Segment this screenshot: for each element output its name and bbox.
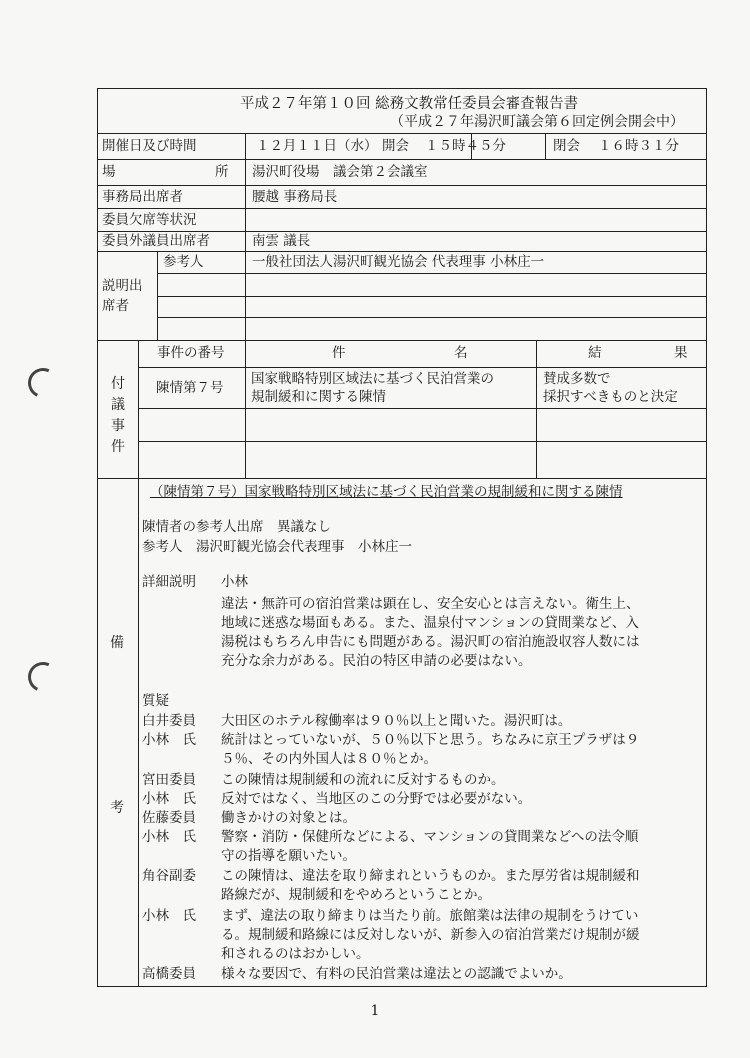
column-divider — [157, 251, 158, 340]
remark-speaker: 白井委員 — [142, 713, 196, 729]
row-divider — [97, 340, 707, 341]
row-divider — [138, 367, 707, 368]
report-subtitle: （平成２７年湯沢町議会第６回定例会開会中） — [390, 114, 684, 130]
row-divider — [97, 231, 707, 232]
place-label-second: 所 — [215, 164, 229, 180]
remark-text: 和されるのはおかしい。 — [221, 946, 370, 962]
remark-speaker: 佐藤委員 — [142, 810, 196, 826]
remark-text: 大田区のホテル稼働率は９０％以上と聞いた。湯沢町は。 — [221, 713, 572, 729]
remark-text: 様々な要因で、有料の民泊営業は違法との認識でよいか。 — [221, 966, 572, 982]
open-time: １５時４５分 — [425, 138, 506, 154]
row-divider — [97, 251, 707, 252]
remark-text: まず、違法の取り締まりは当たり前。旅館業は法律の規制をうけてい — [221, 908, 639, 924]
agenda-col-number: 事件の番号 — [157, 345, 225, 361]
secretariat-value: 腰越 事務局長 — [252, 189, 338, 205]
remark-text: 小林 — [221, 574, 248, 590]
row-divider — [157, 273, 707, 274]
remark-speaker: 小林 氏 — [142, 908, 196, 924]
remark-text: 違法・無許可の宿泊営業は顕在し、安全安心とは言えない。衛生上、 — [221, 596, 640, 612]
remarks-label-second: 考 — [110, 800, 124, 816]
agenda-item-result-line1: 賛成多数で — [543, 371, 611, 387]
explainer-group-label: 説明出席者 — [102, 278, 143, 314]
agenda-item-number: 陳情第７号 — [156, 380, 224, 396]
place-label-first: 場 — [102, 164, 116, 180]
remark-text: 参考人 湯沢町観光協会代表理事 小林庄一 — [142, 539, 412, 555]
meeting-date: １２月１１日（水） — [256, 138, 378, 154]
close-time: １６時３１分 — [598, 138, 679, 154]
remark-text: 充分な余力がある。民泊の特区申請の必要はない。 — [221, 653, 532, 669]
agenda-col-name-a: 件 — [332, 345, 346, 361]
open-label: 開会 — [382, 138, 409, 154]
remark-speaker: 詳細説明 — [142, 574, 196, 590]
remark-text: 反対ではなく、当地区のこの分野では必要がない。 — [221, 791, 532, 807]
remarks-label-first: 備 — [110, 635, 124, 651]
row-divider — [97, 133, 707, 134]
column-divider — [536, 340, 537, 478]
remarks-heading: （陳情第７号）国家戦略特別区域法に基づく民泊営業の規制緩和に関する陳情 — [150, 484, 623, 500]
row-divider — [157, 296, 707, 297]
close-label: 閉会 — [553, 138, 580, 154]
remark-speaker: 高橋委員 — [142, 966, 196, 982]
remark-speaker: 小林 氏 — [142, 732, 196, 748]
remark-text: 統計はとっていないが、５０％以下と思う。ちなみに京王プラザは９ — [221, 732, 640, 748]
remark-text: 陳情者の参考人出席 異議なし — [142, 519, 331, 535]
row-divider — [138, 408, 707, 409]
page-number: 1 — [370, 1003, 380, 1019]
agenda-item-name-line1: 国家戦略特別区域法に基づく民泊営業の — [251, 371, 494, 387]
absence-label: 委員欠席等状況 — [102, 212, 197, 228]
remark-text: ５％、その内外国人は８０％とか。 — [221, 751, 437, 767]
remark-text: この陳情は規制緩和の流れに反対するものか。 — [221, 772, 505, 788]
reference-label: 参考人 — [163, 254, 204, 270]
agenda-col-result-b: 果 — [674, 345, 688, 361]
column-divider — [138, 340, 139, 987]
remark-text: 働きかけの対象とは。 — [221, 810, 356, 826]
secretariat-label: 事務局出席者 — [102, 189, 183, 205]
remark-text: 守の指導を願いたい。 — [221, 848, 356, 864]
remark-speaker: 角谷副委 — [142, 868, 196, 884]
remark-speaker: 小林 氏 — [142, 829, 196, 845]
datetime-label: 開催日及び時間 — [102, 138, 197, 154]
agenda-col-name-b: 名 — [454, 345, 468, 361]
reference-person: 一般社団法人湯沢町観光協会 代表理事 小林庄一 — [252, 254, 545, 270]
other-members-label: 委員外議員出席者 — [102, 233, 210, 249]
agenda-item-result-line2: 採択すべきものと決定 — [543, 389, 678, 405]
agenda-item-name-line2: 規制緩和に関する陳情 — [251, 389, 386, 405]
remark-speaker: 小林 氏 — [142, 791, 196, 807]
punch-hole-mark — [24, 658, 62, 696]
remark-speaker: 宮田委員 — [142, 772, 196, 788]
meeting-place: 湯沢町役場 議会第２会議室 — [252, 164, 428, 180]
remark-text: る。規制緩和路線には反対しないが、新参入の宿泊営業だけ規制が緩 — [221, 927, 640, 943]
row-divider — [97, 208, 707, 209]
row-divider — [97, 185, 707, 186]
remark-text: この陳情は、違法を取り締まれというものか。また厚労省は規制緩和 — [221, 868, 640, 884]
remark-speaker: 質疑 — [142, 693, 169, 709]
column-divider — [545, 133, 546, 159]
remark-text: 路線だが、規制緩和をやめろということか。 — [221, 887, 491, 903]
agenda-group-label: 付議事件 — [111, 376, 125, 455]
row-divider — [157, 317, 707, 318]
report-title: 平成２７年第１０回 総務文教常任委員会審査報告書 — [240, 96, 579, 112]
remark-text: 湯税はもちろん申告にも問題がある。湯沢町の宿泊施設収容人数には — [221, 634, 640, 650]
row-divider — [97, 159, 707, 160]
row-divider — [138, 441, 707, 442]
remark-text: 警察・消防・保健所などによる、マンションの貸間業などへの法令順 — [221, 829, 639, 845]
column-divider — [245, 340, 246, 478]
punch-hole-mark — [24, 364, 62, 402]
remark-text: 地域に迷惑な場面もある。また、温泉付マンションの貸間業など、入 — [221, 615, 639, 631]
row-divider — [97, 478, 707, 479]
column-divider — [245, 133, 246, 340]
agenda-col-result-a: 結 — [588, 345, 602, 361]
other-members-value: 南雲 議長 — [252, 233, 311, 249]
